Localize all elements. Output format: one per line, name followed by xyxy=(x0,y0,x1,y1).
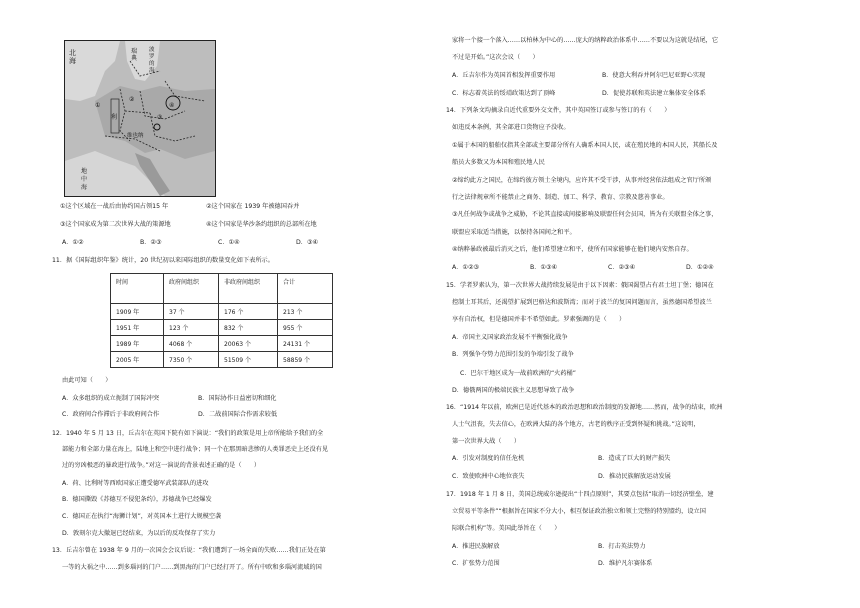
svg-text:②: ② xyxy=(129,96,135,103)
q14-source-5: ④纳粹暴政被最后消灭之后，他们希望建立和平，使所有国家能够在他们境内安然自存。 xyxy=(452,246,693,253)
q17-option-c[interactable]: C．扩张势力范围 xyxy=(452,560,500,567)
q11-option-c[interactable]: C．政府间合作滞后于非政府间合作 xyxy=(62,411,160,418)
table-cell: 37 个 xyxy=(164,304,219,320)
svg-text:瑞: 瑞 xyxy=(131,48,138,55)
q17-option-a[interactable]: A．推进民族解放 xyxy=(452,543,500,550)
q14-source-2a: ①属于本国的船舶仅指其全部或主要部分所有人确系本国人民，或在殖民地的本国人民，其船长及 xyxy=(452,142,718,149)
table-cell: 2005 年 xyxy=(111,352,164,368)
q17-stem-line-1: 17．1918 年 1 月 8 日，美国总统威尔逊提出“十四点原则”，其要点包括“取消一切经济壁垒，建 xyxy=(446,491,714,498)
table-header-cell: 时间 xyxy=(111,274,164,304)
q16-option-c[interactable]: C．致使欧洲中心地位丧失 xyxy=(452,473,525,480)
europe-map xyxy=(64,40,216,197)
table-cell: 58859 个 xyxy=(278,352,333,368)
q15-option-d[interactable]: D．德俄两国的极端民族主义思想导致了战争 xyxy=(452,387,575,394)
svg-text:中: 中 xyxy=(81,176,88,183)
q10-statement-1: ①这个区域在一战后由协约国占领15 年 xyxy=(60,203,169,210)
q10-option-b[interactable]: B．②③ xyxy=(140,239,162,246)
svg-text:罗: 罗 xyxy=(149,54,155,60)
table-cell: 7350 个 xyxy=(164,352,219,368)
q14-source-2b: 船员大多数又为本国和殖民地人民 xyxy=(452,159,545,166)
svg-text:①: ① xyxy=(95,102,101,109)
table-row xyxy=(111,336,333,352)
q14-stem: 14．下列条文均摘录自近代重要外交文件，其中英国签订或参与签订的有（ ） xyxy=(446,107,671,114)
q13-stem-line-1: 13．丘吉尔曾在 1938 年 9 月的一次国会会议后说：“我们遭到了一场全面的失败……我们正处在第 xyxy=(52,547,326,554)
q15-stem-line-1: 15．学者罗素认为，第一次世界大战持续发展是由于以下因素：俄国渴望占有君士坦丁堡；德国在 xyxy=(446,282,714,289)
table-cell: 20063 个 xyxy=(219,336,278,352)
q16-stem-line-1: 16．“1914 年以前，欧洲已是近代基本的政治思想和政治制度的发源地……然而，战争的结束，欧洲 xyxy=(446,404,723,411)
table-cell: 1989 年 xyxy=(111,336,164,352)
q17-stem-line-2: 立贸易平等条件”“根据旨在国家不分大小，相互保证政治独立和领土完整的特别盟约，设立国 xyxy=(452,508,706,515)
q14-option-c[interactable]: C．②③④ xyxy=(608,264,636,271)
svg-text:的: 的 xyxy=(149,61,155,67)
q12-option-a[interactable]: A．荷、比利时等西欧国家正遭受德军武装部队的进攻 xyxy=(62,480,209,487)
table-cell: 24131 个 xyxy=(278,336,333,352)
svg-text:波: 波 xyxy=(149,47,155,53)
q10-option-a[interactable]: A．①② xyxy=(62,239,84,246)
map-drawing xyxy=(65,41,215,196)
svg-text:④: ④ xyxy=(169,102,175,109)
table-header-cell: 非政府间组织 xyxy=(219,274,278,304)
q15-stem-line-2: 控制土耳其后，还渴望扩展到巴格达和波斯湾；而对于波兰的复国问题而言，虽然德国希望波兰 xyxy=(452,299,712,306)
q12-option-b[interactable]: B．德国撕毁《苏德互不侵犯条约》，苏德战争已经爆发 xyxy=(62,496,212,503)
q17-option-b[interactable]: B．打击英法势力 xyxy=(598,543,646,550)
table-cell: 51509 个 xyxy=(219,352,278,368)
q15-option-c[interactable]: C．巴尔干地区成为一战前欧洲的“火药桶” xyxy=(460,370,576,377)
q14-source-1: 如违反本条例，其全部进口货物应予没收。 xyxy=(452,124,570,131)
q11-follow: 由此可知（ ） xyxy=(62,377,112,384)
q14-source-3b: 行之法律规章所不能禁止之商务、制造、加工、科学、教育、宗教及慈善事业。 xyxy=(452,194,669,201)
table-header-cell: 合计 xyxy=(278,274,333,304)
q11-stem: 11．据《国际组织年鉴》统计，20 世纪初以来国际组织的数量变化如下表所示。 xyxy=(52,257,274,264)
q17-stem-line-3: 际联合机构”等。美国此举旨在（ ） xyxy=(452,525,561,532)
q12-option-c[interactable]: C．德国正在执行“海狮计划”，对英国本土进行大规模空袭 xyxy=(62,513,222,520)
q12-stem-line-2: 部能力和全部力量在海上，陆地上和空中进行战争；同一个在那黑暗悲惨的人类罪恶史上还没有见 xyxy=(62,446,329,453)
q13-option-c[interactable]: C．标志着英法的绥靖政策达到了顶峰 xyxy=(452,90,556,97)
q13-option-a[interactable]: A．丘吉尔作为英国首相发挥重要作用 xyxy=(452,72,556,79)
q13-cont-line-1: 家将一个接一个落入……以柏林为中心的……庞大的纳粹政治体系中……不要以为这就是结尾，它 xyxy=(452,37,719,44)
table-row xyxy=(111,304,333,320)
q13-option-d[interactable]: D．促使苏联和英法建立集体安全体系 xyxy=(602,90,706,97)
q16-stem-line-2: 人士气沮丧，失去信心，在欧洲大陆的各个地方，古老的秩序正受到怀疑和挑战。”这说明， xyxy=(452,421,700,428)
table-cell: 176 个 xyxy=(219,304,278,320)
q16-option-b[interactable]: B．造成了巨大的财产损失 xyxy=(598,455,671,462)
q12-option-d[interactable]: D．敦刻尔克大撤退已经结束，为以后的反攻保存了实力 xyxy=(62,530,216,537)
q13-option-b[interactable]: B．使意大利吞并阿尔巴尼亚野心实现 xyxy=(602,72,706,79)
table-cell: 1951 年 xyxy=(111,320,164,336)
q12-stem-line-3: 过的穷凶极恶的暴政进行战争。”对这一演说的背景表述正确的是（ ） xyxy=(62,462,261,469)
q17-option-d[interactable]: D．维护凡尔赛体系 xyxy=(598,560,653,567)
q13-cont-line-2: 不过是开始。”这次会议（ ） xyxy=(452,54,539,61)
q10-statement-2: ②这个国家在 1939 年被德国吞并 xyxy=(206,203,300,210)
table-row xyxy=(111,352,333,368)
map-label-north-sea: 北 xyxy=(69,49,76,57)
q16-option-d[interactable]: D．推动民族解放运动发展 xyxy=(598,473,671,480)
q16-option-a[interactable]: A．引发对制度的信任危机 xyxy=(452,455,525,462)
q15-option-a[interactable]: A．帝国主义国家政治发展不平衡强化战争 xyxy=(452,334,568,341)
svg-text:海: 海 xyxy=(81,184,88,191)
q11-option-a[interactable]: A．众多组织的成立扼制了国际冲突 xyxy=(62,395,160,402)
table-header-cell: 政府间组织 xyxy=(164,274,219,304)
q11-option-b[interactable]: B．国际协作日益密切和细化 xyxy=(198,395,277,402)
q12-stem-line-1: 12．1940 年 5 月 13 日，丘吉尔在英国下院有如下演说：“我们的政策是用上帝所能给予我们的全 xyxy=(52,430,324,437)
q10-statement-3: ③这个国家成为第二次世界大战的策源地 xyxy=(60,221,171,228)
table-cell: 123 个 xyxy=(164,320,219,336)
q15-stem-line-3: 享有自治权，但是德国并非不希望如此。罗素强调的是（ ） xyxy=(452,316,626,323)
q14-source-4b: 联盟应采取适当措施，以保持各国间之和平。 xyxy=(452,229,576,236)
table-cell: 832 个 xyxy=(219,320,278,336)
table-cell: 213 个 xyxy=(278,304,333,320)
table-header-row xyxy=(111,274,333,304)
q16-stem-line-3: 第一次世界大战（ ） xyxy=(452,438,521,445)
q11-option-d[interactable]: D．二战前国际合作需求较低 xyxy=(198,411,278,418)
svg-text:维也纳: 维也纳 xyxy=(127,133,144,139)
q10-option-d[interactable]: D．③④ xyxy=(296,239,319,246)
q13-stem-line-2: 一等的大祸之中……到多瑙河的门户……到黑海的门户已经打开了。所有中欧和多瑙河流域的国 xyxy=(62,564,322,571)
q14-source-4a: ③凡任何战争或战争之威胁，不论其直接或间接影响及联盟任何会员国，皆为有关联盟全体之事， xyxy=(452,211,718,218)
svg-text:海: 海 xyxy=(149,68,155,74)
svg-text:地: 地 xyxy=(81,168,88,175)
q10-option-c[interactable]: C．①④ xyxy=(218,239,240,246)
table-row xyxy=(111,320,333,336)
table-cell: 955 个 xyxy=(278,320,333,336)
q14-option-b[interactable]: B．①③④ xyxy=(530,264,558,271)
svg-text:典: 典 xyxy=(131,55,138,62)
q14-option-a[interactable]: A．①②③ xyxy=(452,264,480,271)
q11-table xyxy=(110,273,333,368)
q14-option-d[interactable]: D．①②④ xyxy=(686,264,714,271)
q15-option-b[interactable]: B．列强争夺势力范围引发的争端引发了战争 xyxy=(452,351,574,358)
q10-statement-4: ④这个国家是华沙条约组织的总部所在地 xyxy=(206,221,317,228)
table-cell: 4068 个 xyxy=(164,336,219,352)
svg-text:利: 利 xyxy=(111,114,118,121)
svg-text:③: ③ xyxy=(157,114,163,121)
table-cell: 1909 年 xyxy=(111,304,164,320)
svg-text:海: 海 xyxy=(69,57,76,65)
q14-source-3a: ②缔约此方之国民，在缔约彼方领土全境内，应许其不受干涉，从事并经营依法组成之官厅所颁 xyxy=(452,177,712,184)
